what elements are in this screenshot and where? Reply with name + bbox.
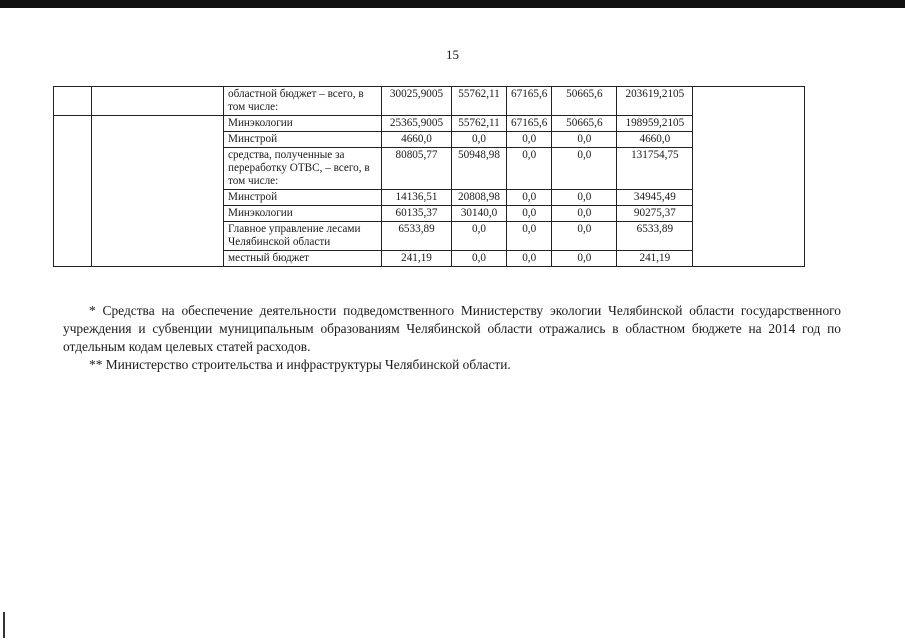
value-total: 241,19 bbox=[617, 251, 693, 267]
budget-table bbox=[53, 86, 805, 267]
source-label: местный бюджет bbox=[224, 251, 382, 267]
value-2015: 50948,98 bbox=[452, 148, 507, 190]
source-label: Минстрой bbox=[224, 190, 382, 206]
table-row bbox=[54, 116, 805, 132]
value-total: 203619,2105 bbox=[617, 87, 693, 116]
value-2016: 67165,6 bbox=[507, 116, 552, 132]
value-2017: 0,0 bbox=[552, 251, 617, 267]
value-total: 4660,0 bbox=[617, 132, 693, 148]
value-2014: 6533,89 bbox=[382, 222, 452, 251]
blank-cell bbox=[92, 87, 224, 116]
source-label: Минстрой bbox=[224, 132, 382, 148]
source-label: Главное управление лесами Челябинской области bbox=[224, 222, 382, 251]
value-2016: 0,0 bbox=[507, 251, 552, 267]
value-2014: 60135,37 bbox=[382, 206, 452, 222]
value-2017: 0,0 bbox=[552, 148, 617, 190]
value-2014: 241,19 bbox=[382, 251, 452, 267]
value-2015: 55762,11 bbox=[452, 116, 507, 132]
value-total: 34945,49 bbox=[617, 190, 693, 206]
value-2016: 0,0 bbox=[507, 148, 552, 190]
value-total: 198959,2105 bbox=[617, 116, 693, 132]
table-row bbox=[54, 87, 805, 116]
footnote-1: * Средства на обеспечение деятельности подведомственного Министерству экологии Челябинской области государственного учреждения и субвенции муниципальным образованиям Челябинской области отражались в областном бюджете на 2014 год по отдельным кодам целевых статей расходов. bbox=[63, 303, 841, 354]
footnote-2: ** Министерство строительства и инфраструктуры Челябинской области. bbox=[89, 357, 511, 372]
value-2015: 30140,0 bbox=[452, 206, 507, 222]
value-2016: 0,0 bbox=[507, 190, 552, 206]
value-2016: 0,0 bbox=[507, 222, 552, 251]
value-2015: 0,0 bbox=[452, 132, 507, 148]
source-label: областной бюджет – всего, в том числе: bbox=[224, 87, 382, 116]
value-2015: 55762,11 bbox=[452, 87, 507, 116]
top-border bbox=[0, 0, 905, 8]
value-2017: 0,0 bbox=[552, 132, 617, 148]
value-2014: 4660,0 bbox=[382, 132, 452, 148]
value-2015: 0,0 bbox=[452, 251, 507, 267]
value-total: 131754,75 bbox=[617, 148, 693, 190]
value-2014: 80805,77 bbox=[382, 148, 452, 190]
blank-cell bbox=[54, 116, 92, 267]
value-total: 90275,37 bbox=[617, 206, 693, 222]
page-number: 15 bbox=[446, 47, 459, 62]
value-2014: 14136,51 bbox=[382, 190, 452, 206]
value-2014: 25365,9005 bbox=[382, 116, 452, 132]
value-2017: 0,0 bbox=[552, 222, 617, 251]
scan-edge-mark bbox=[3, 612, 5, 638]
source-label: средства, полученные за переработку ОТВС, – всего, в том числе: bbox=[224, 148, 382, 190]
source-label: Минэкологии bbox=[224, 206, 382, 222]
value-2017: 50665,6 bbox=[552, 87, 617, 116]
blank-cell bbox=[92, 116, 224, 267]
value-2017: 50665,6 bbox=[552, 116, 617, 132]
value-2015: 0,0 bbox=[452, 222, 507, 251]
blank-cell bbox=[693, 87, 805, 267]
value-2017: 0,0 bbox=[552, 206, 617, 222]
value-total: 6533,89 bbox=[617, 222, 693, 251]
source-label: Минэкологии bbox=[224, 116, 382, 132]
value-2016: 0,0 bbox=[507, 132, 552, 148]
value-2014: 30025,9005 bbox=[382, 87, 452, 116]
value-2017: 0,0 bbox=[552, 190, 617, 206]
value-2015: 20808,98 bbox=[452, 190, 507, 206]
blank-cell bbox=[54, 87, 92, 116]
value-2016: 67165,6 bbox=[507, 87, 552, 116]
value-2016: 0,0 bbox=[507, 206, 552, 222]
footnotes bbox=[63, 302, 841, 374]
